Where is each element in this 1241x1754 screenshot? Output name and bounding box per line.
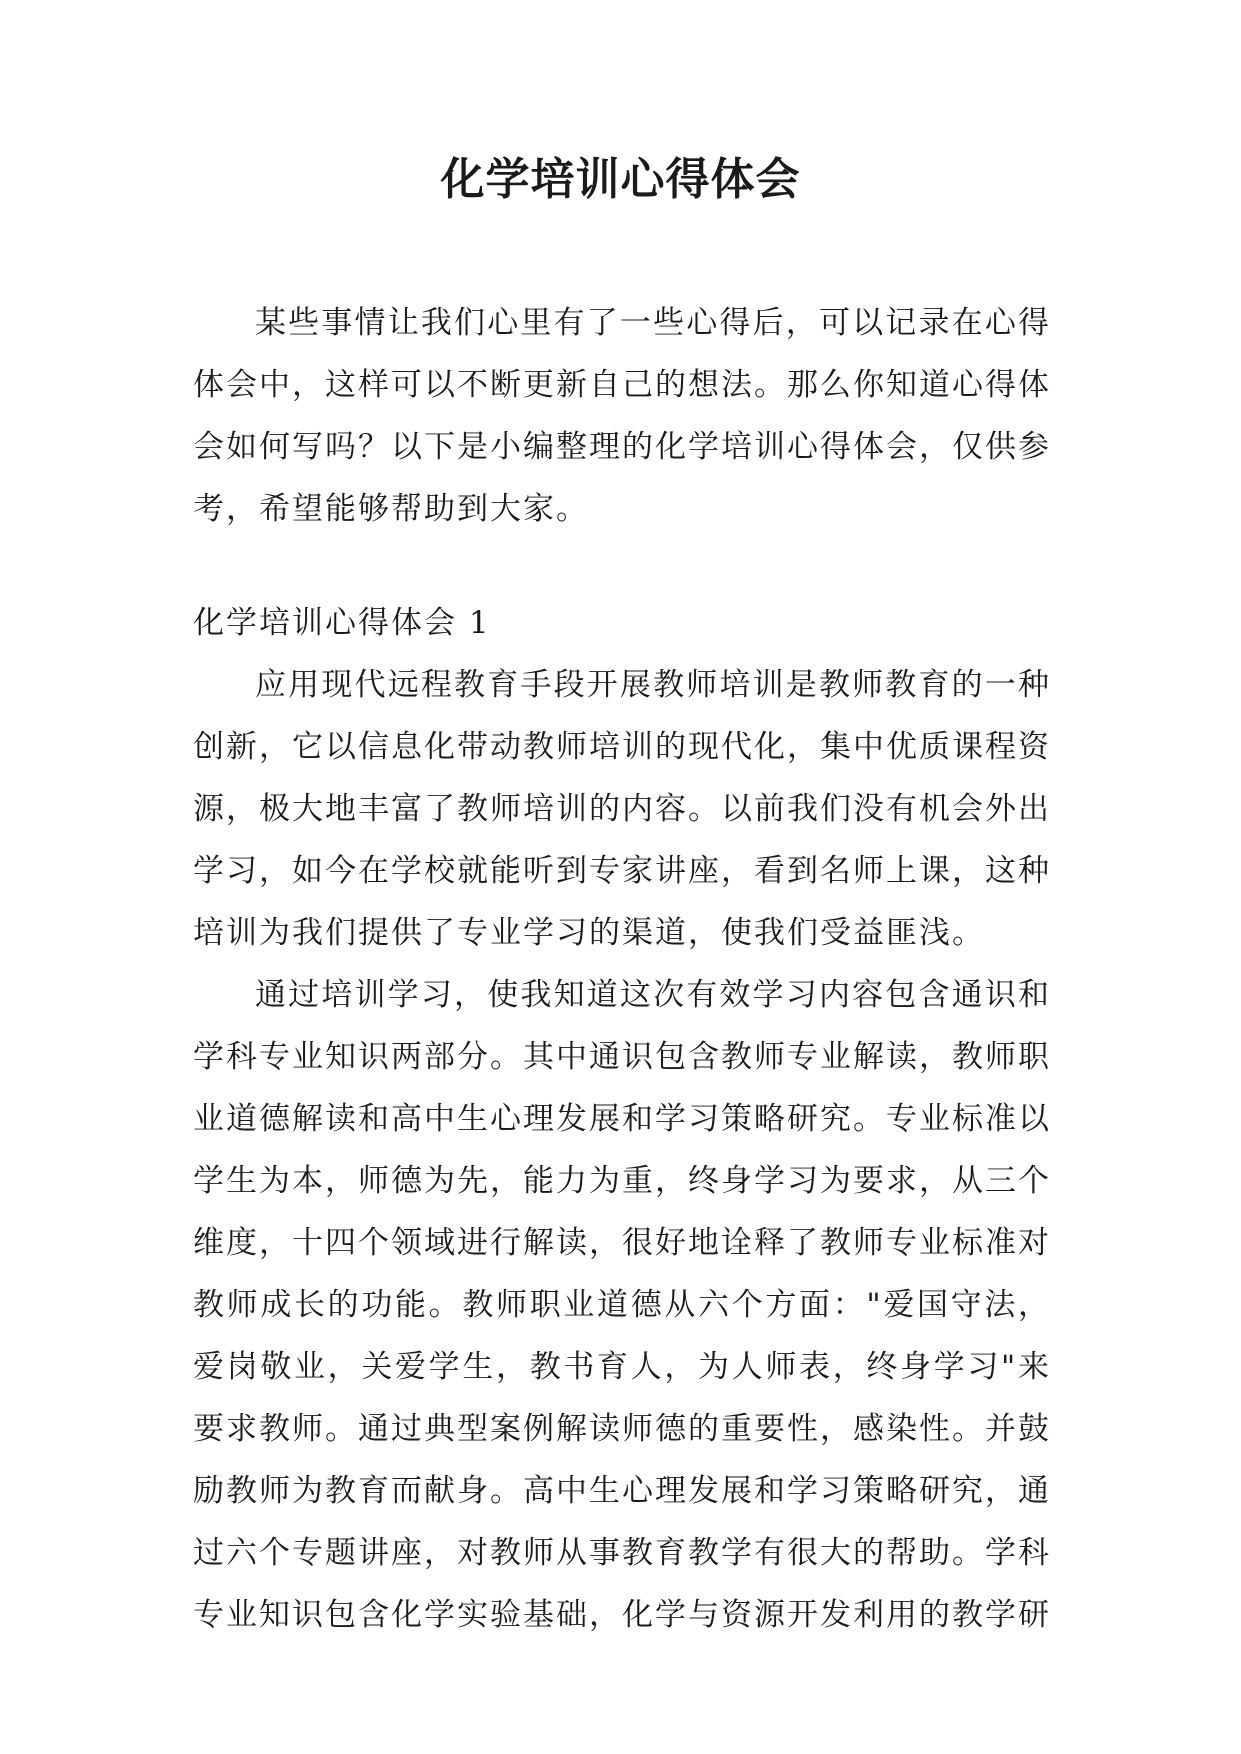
body-paragraph-2: 通过培训学习，使我知道这次有效学习内容包含通识和学科专业知识两部分。其中通识包含教师专业解读，教师职业道德解读和高中生心理发展和学习策略研究。专业标准以学生为本，师德为先，能力为重，终身学习为要求，从三个维度，十四个领域进行解读，很好地诠释了教师专业标准对教师成长的功能。教师职业道德从六个方面："爱国守法，爱岗敬业，关爱学生，教书育人，为人师表，终身学习"来要求教师。通过典型案例解读师德的重要性，感染性。并鼓励教师为教育而献身。高中生心理发展和学习策略研究，通过六个专题讲座，对教师从事教育教学有很大的帮助。学科专业知识包含化学实验基础，化学与资源开发利用的教学研 — [193, 977, 1051, 1633]
document-body — [193, 292, 1051, 1646]
section-heading: 化学培训心得体会 1 — [193, 605, 491, 641]
body-paragraph-1: 应用现代远程教育手段开展教师培训是教师教育的一种创新，它以信息化带动教师培训的现代化，集中优质课程资源，极大地丰富了教师培训的内容。以前我们没有机会外出学习，如今在学校就能听到专家讲座，看到名师上课，这种培训为我们提供了专业学习的渠道，使我们受益匪浅。 — [193, 667, 1051, 951]
intro-paragraph: 某些事情让我们心里有了一些心得后，可以记录在心得体会中，这样可以不断更新自己的想法。那么你知道心得体会如何写吗？以下是小编整理的化学培训心得体会，仅供参考，希望能够帮助到大家。 — [193, 305, 1051, 527]
document-title: 化学培训心得体会 — [440, 154, 801, 205]
